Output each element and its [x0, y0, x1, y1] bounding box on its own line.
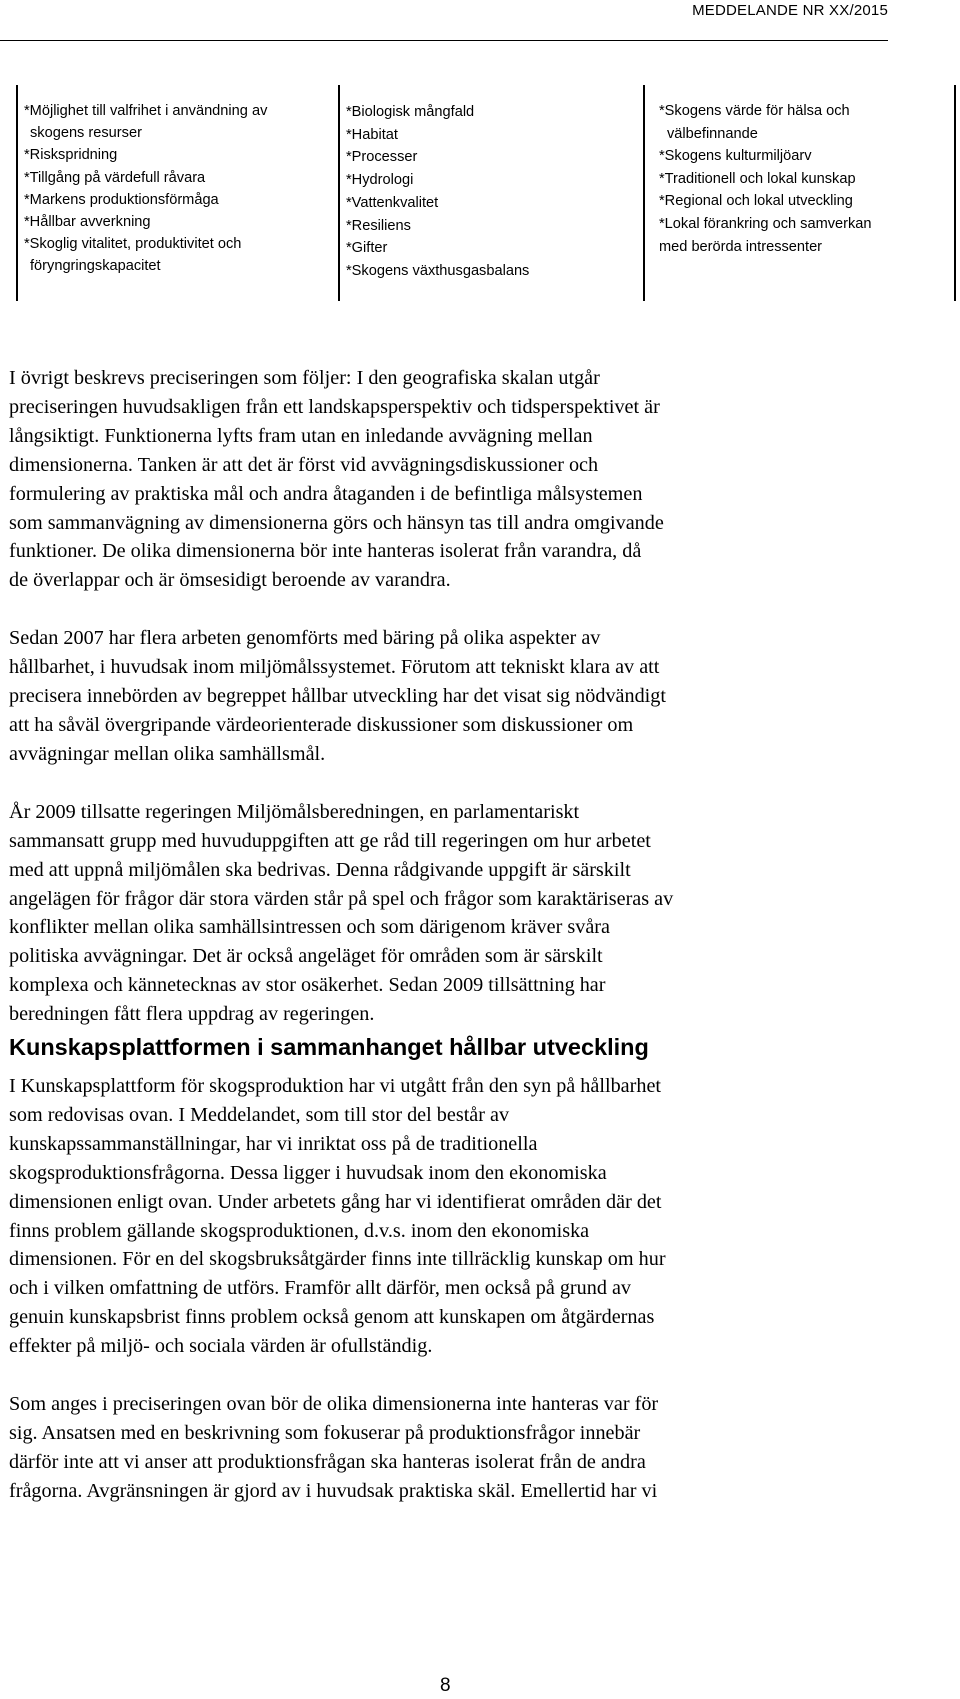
- table-line: *Processer: [346, 149, 418, 166]
- text-line: finns problem gällande skogsproduktionen, d.v.s. inom den ekonomiska: [9, 1219, 590, 1242]
- table-line: skogens resurser: [30, 125, 142, 142]
- text-line: dimensionen. För en del skogsbruksåtgärder finns inte tillräcklig kunskap om hur: [9, 1248, 666, 1271]
- text-line: preciseringen huvudsakligen från ett landskapsperspektiv och tidsperspektivet är: [9, 395, 660, 418]
- paragraph: [9, 1072, 889, 1361]
- text-line: avvägningar mellan olika samhällsmål.: [9, 742, 326, 765]
- body-text: [9, 364, 889, 1506]
- paragraph: [9, 1390, 889, 1506]
- text-line: effekter på miljö- och sociala värden är ofullständig.: [9, 1335, 433, 1358]
- text-line: som sammanvägning av dimensionerna görs och hänsyn tas till andra omgivande: [9, 511, 664, 534]
- paragraph: [9, 364, 889, 595]
- table-line: föryngringskapacitet: [30, 258, 161, 275]
- text-line: som redovisas ovan. I Meddelandet, som till stor del består av: [9, 1103, 510, 1126]
- text-line: skogsproduktionsfrågorna. Dessa ligger i huvudsak inom den ekonomiska: [9, 1161, 607, 1184]
- text-line: genuin kunskapsbrist finns problem också genom att kunskapen om åtgärdernas: [9, 1306, 655, 1329]
- table-line: *Lokal förankring och samverkan: [659, 215, 872, 232]
- table-line: *Riskspridning: [24, 147, 118, 164]
- text-line: sammansatt grupp med huvuduppgiften att ge råd till regeringen om hur arbetet: [9, 829, 651, 852]
- text-line: sig. Ansatsen med en beskrivning som fokuserar på produktionsfrågor innebär: [9, 1422, 641, 1444]
- table-line: *Habitat: [346, 126, 398, 143]
- text-line: därför inte att vi anser att produktionsfrågan ska hanteras isolerat från de andra: [9, 1450, 646, 1473]
- social-dimension-column: [643, 85, 954, 301]
- text-line: I Kunskapsplattform för skogsproduktion har vi utgått från den syn på hållbarhet: [9, 1075, 662, 1098]
- table-line: *Tillgång på värdefull råvara: [24, 169, 206, 186]
- header-divider: [0, 40, 888, 41]
- dimensions-table: [16, 85, 956, 301]
- table-line: *Resiliens: [346, 217, 411, 234]
- text-line: långsiktigt. Funktionerna lyfts fram utan en inledande avvägning mellan: [9, 424, 593, 447]
- section-heading: Kunskapsplattformen i sammanhanget hållbar utveckling: [9, 1034, 649, 1061]
- table-line: *Hydrologi: [346, 172, 414, 189]
- table-line: *Regional och lokal utveckling: [659, 193, 853, 210]
- text-line: hållbarhet, i huvudsak inom miljömålssystemet. Förutom att tekniskt klara av att: [9, 656, 660, 679]
- table-line: *Skogens värde för hälsa och: [659, 103, 850, 119]
- text-line: I övrigt beskrevs preciseringen som följer: I den geografiska skalan utgår: [9, 367, 600, 389]
- text-line: och i vilken omfattning de utförs. Framför allt därför, men också på grund av: [9, 1277, 632, 1300]
- table-line: *Skogens kulturmiljöarv: [659, 148, 812, 165]
- economic-dimension-column: [18, 85, 338, 301]
- text-line: funktioner. De olika dimensionerna bör inte hanteras isolerat från varandra, då: [9, 540, 642, 563]
- table-line: med berörda intressenter: [659, 238, 823, 255]
- text-line: År 2009 tillsatte regeringen Miljömålsberedningen, en parlamentariskt: [9, 800, 580, 823]
- text-line: dimensionen enligt ovan. Under arbetets gång har vi identifierat områden där det: [9, 1190, 662, 1213]
- paragraph-gap: [9, 595, 889, 624]
- text-line: frågorna. Avgränsningen är gjord av i huvudsak praktiska skäl. Emellertid har vi: [9, 1479, 658, 1502]
- text-line: konflikter mellan olika samhällsintressen och som därigenom kräver svåra: [9, 916, 610, 939]
- paragraph-gap: [9, 1361, 889, 1390]
- text-line: med att uppnå miljömålen ska bedrivas. Denna rådgivande uppgift är särskilt: [9, 858, 631, 881]
- text-line: angelägen för frågor där stora värden står på spel och frågor som karaktäriseras av: [9, 887, 674, 910]
- ecological-dimension-column: [338, 85, 643, 301]
- table-line: välbefinnande: [667, 125, 758, 142]
- text-line: dimensionerna. Tanken är att det är först vid avvägningsdiskussioner och: [9, 453, 599, 476]
- table-line: *Skogens växthusgasbalans: [346, 262, 530, 279]
- table-line: *Möjlighet till valfrihet i användning av: [24, 103, 268, 119]
- table-line: *Traditionell och lokal kunskap: [659, 170, 856, 187]
- text-line: att ha såväl övergripande värdeorienterade diskussioner som diskussioner om: [9, 713, 634, 736]
- table-line: *Hållbar avverkning: [24, 214, 151, 231]
- text-line: beredningen fått flera uppdrag av regeringen.: [9, 1003, 375, 1026]
- text-line: precisera innebörden av begreppet hållbar utveckling har det visat sig nödvändigt: [9, 685, 666, 708]
- paragraph-gap: [9, 769, 889, 798]
- text-line: kunskapssammanställningar, har vi inriktat oss på de traditionella: [9, 1132, 538, 1155]
- table-line: *Vattenkvalitet: [346, 194, 439, 211]
- text-line: de överlappar och är ömsesidigt beroende av varandra.: [9, 569, 451, 592]
- text-line: politiska avvägningar. Det är också angeläget för områden som är särskilt: [9, 945, 603, 968]
- text-line: komplexa och kännetecknas av stor osäkerhet. Sedan 2009 tillsättning har: [9, 974, 606, 997]
- paragraph: [9, 798, 889, 1029]
- paragraph: [9, 624, 889, 769]
- table-line: *Markens produktionsförmåga: [24, 191, 219, 208]
- table-line: *Skoglig vitalitet, produktivitet och: [24, 236, 242, 253]
- page-header-title: MEDDELANDE NR XX/2015: [692, 2, 888, 19]
- page-number: 8: [440, 1675, 451, 1696]
- table-line: *Gifter: [346, 240, 388, 257]
- table-line: *Biologisk mångfald: [346, 104, 475, 120]
- text-line: Som anges i preciseringen ovan bör de olika dimensionerna inte hanteras var för: [9, 1393, 659, 1416]
- text-line: formulering av praktiska mål och andra åtaganden i de befintliga målsystemen: [9, 482, 643, 505]
- text-line: Sedan 2007 har flera arbeten genomförts med bäring på olika aspekter av: [9, 627, 601, 650]
